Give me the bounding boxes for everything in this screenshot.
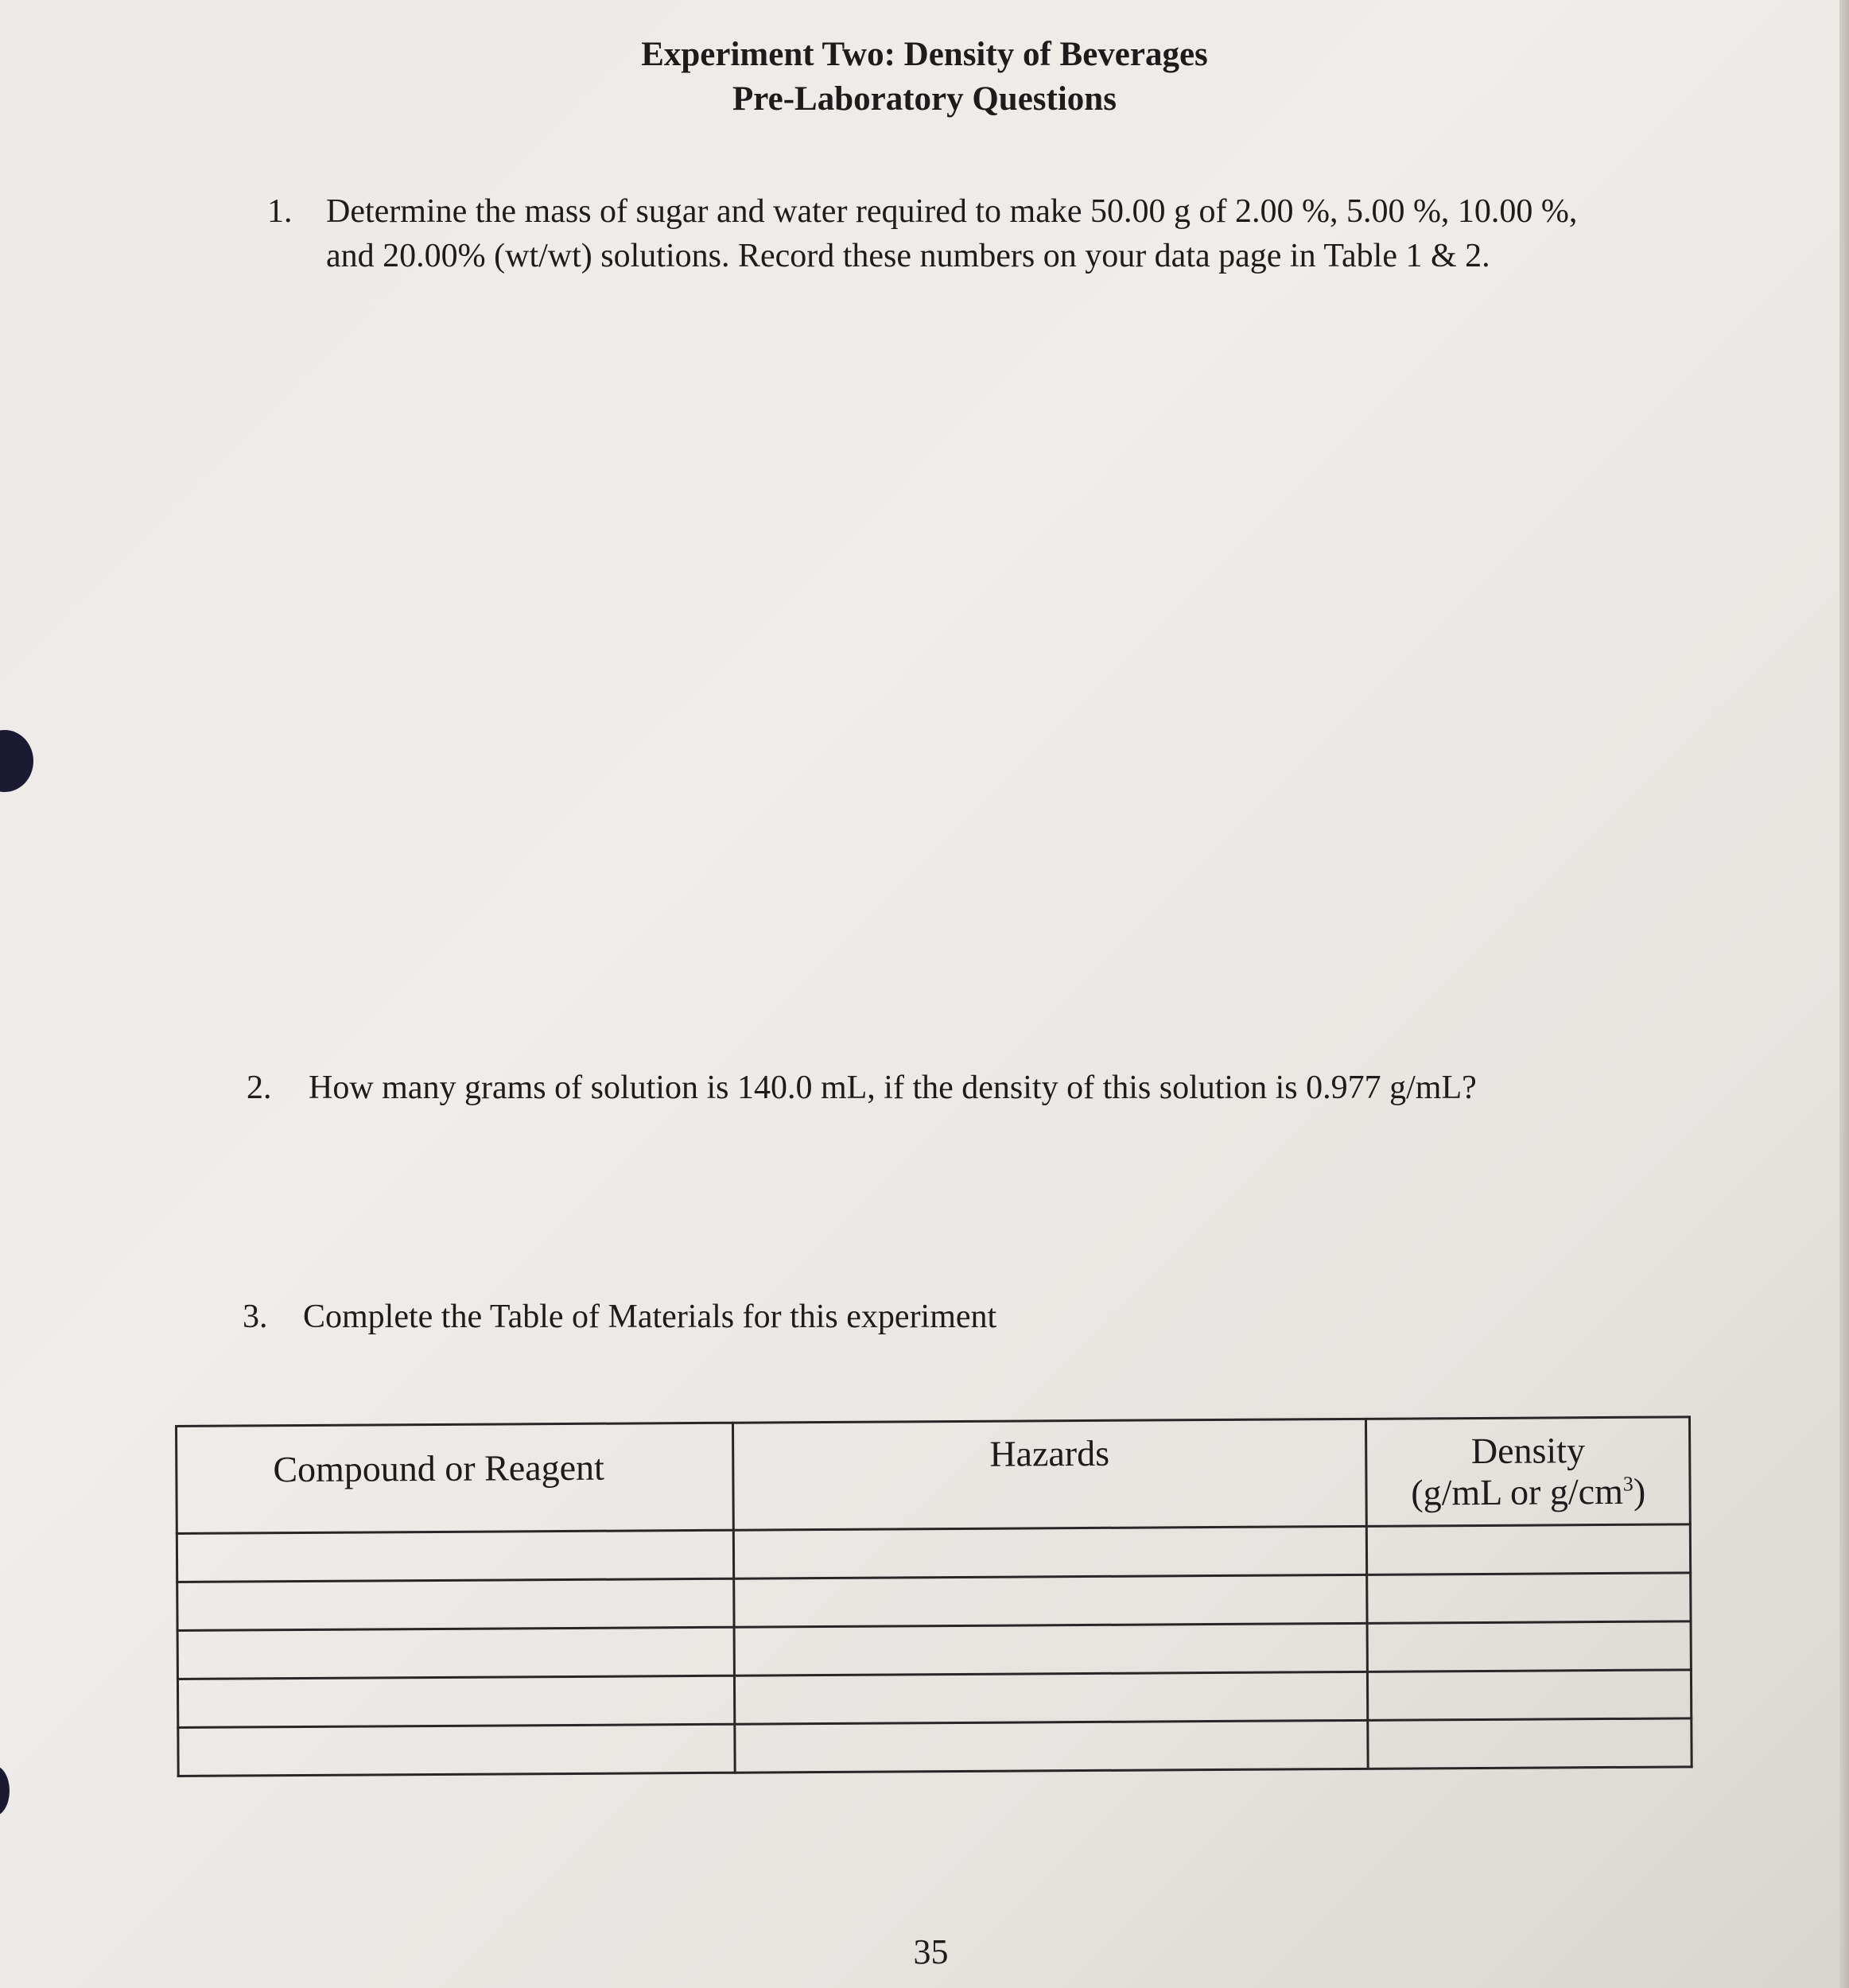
density-cell[interactable] [1368,1670,1692,1720]
density-cell[interactable] [1367,1524,1691,1574]
hazards-cell[interactable] [734,1672,1368,1724]
table-header-row [177,1417,1691,1534]
hazards-cell[interactable] [734,1720,1368,1773]
hazards-cell[interactable] [734,1623,1368,1675]
question-text: How many grams of solution is 140.0 mL, if the density of this solution is 0.977 g/mL? [309,1070,1477,1106]
punch-hole [0,1765,10,1816]
compound-cell[interactable] [178,1724,735,1776]
hazards-cell[interactable] [733,1574,1367,1627]
compound-cell[interactable] [177,1530,733,1582]
page-title: Experiment Two: Density of Beverages [641,36,1208,73]
table-row [177,1621,1691,1679]
table-row [178,1718,1692,1776]
density-units: (g/mL or $g/cm^3$) [1411,1470,1646,1513]
density-label: Density [1470,1430,1586,1472]
hazards-cell[interactable] [733,1526,1367,1578]
table-row [177,1670,1691,1728]
question-text: Complete the Table of Materials for this experiment [303,1299,997,1335]
question-number: 3. [243,1299,268,1335]
page-number: 35 [913,1932,949,1971]
compound-cell[interactable] [177,1627,734,1679]
compound-cell[interactable] [177,1578,734,1630]
header-hazards: Hazards [732,1419,1367,1530]
question-text: Determine the mass of sugar and water required to make 50.00 g of 2.00 %, 5.00 %, 10.00 %, and 20.00% (wt/wt) solutions. Record these numbers on your data page in Table 1 & 2. [326,193,1578,274]
question-number: 1. [267,193,293,230]
density-cell[interactable] [1368,1718,1692,1769]
header-density [1366,1417,1690,1526]
density-cell[interactable] [1367,1573,1691,1623]
paper-edge [1839,0,1849,1988]
punch-hole [0,730,33,792]
header-compound: Compound or Reagent [177,1423,733,1533]
compound-cell[interactable] [177,1675,734,1727]
materials-table [175,1415,1693,1777]
question-number: 2. [247,1070,272,1106]
page-subtitle: Pre-Laboratory Questions [732,80,1117,118]
density-cell[interactable] [1367,1621,1691,1672]
table-row [177,1524,1690,1582]
table-row [177,1573,1691,1631]
